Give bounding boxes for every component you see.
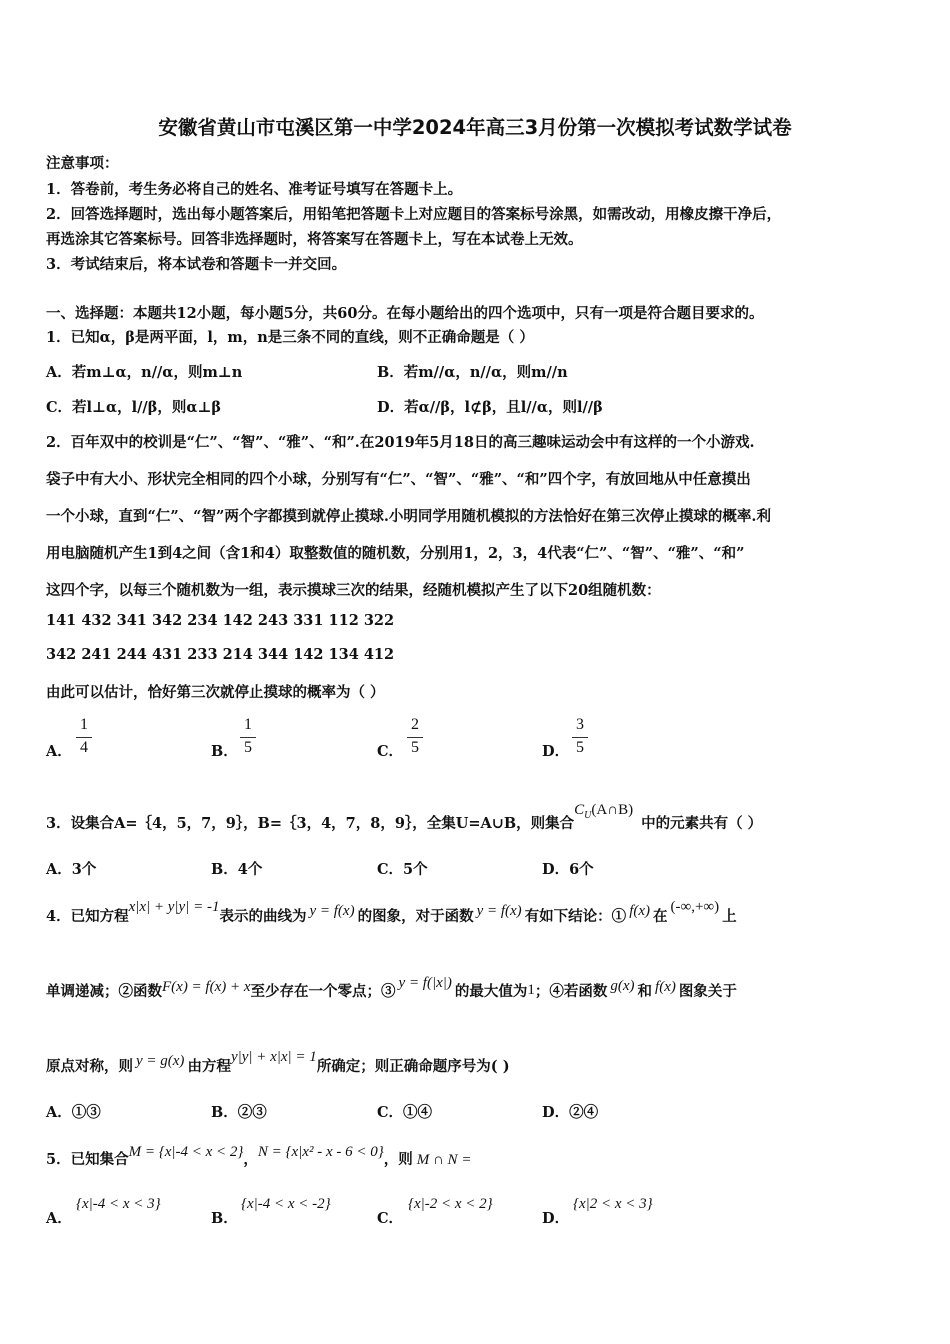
q4-text: 的最大值为 (454, 983, 528, 1000)
complement-subscript: U (584, 810, 592, 821)
question-2-ask: 由此可以估计，恰好第三次就停止摸球的概率为（ ） (46, 684, 385, 701)
q2-option-c-fraction (407, 716, 423, 759)
q3-option-a: A．3个 (46, 861, 97, 878)
q2-option-c-label: C． (377, 743, 404, 760)
q4-function: y = f(|x|) (398, 975, 452, 991)
numerator: 2 (411, 716, 419, 733)
question-2-line: 用电脑随机产生1到4之间（含1和4）取整数值的随机数，分别用1，2，3，4代表“仁”、“智”、“雅”、“和” (46, 545, 745, 562)
q2-option-b-label: B． (211, 743, 238, 760)
q4-text: 上 (722, 908, 737, 925)
notice-item: 2．回答选择题时，选出每小题答案后，用铅笔把答题卡上对应题目的答案标号涂黑，如需改动，用橡皮擦干净后， (46, 206, 782, 223)
q3-formula (574, 802, 634, 821)
numerator: 1 (244, 716, 252, 733)
q5-option-a-label: A． (46, 1210, 72, 1227)
q3-text-post: 中的元素共有（ ） (641, 815, 763, 832)
question-2-line: 一个小球，直到“仁”、“智”两个字都摸到就停止摸球.小明同学用随机模拟的方法恰好在第三次停止摸球的概率.利 (46, 508, 771, 525)
q1-option-a: A．若m⊥α，n//α，则m⊥n (46, 364, 243, 381)
q4-text: 和 (637, 983, 653, 1000)
q4-equation: y|y| + x|x| = 1 (230, 1049, 317, 1065)
section-heading: 一、选择题：本题共12小题，每小题5分，共60分。在每小题给出的四个选项中，只有一项是符合题目要求的。 (46, 305, 764, 322)
q5-option-d-label: D． (542, 1210, 570, 1227)
q5-option-b-set: {x|-4 < x < -2} (241, 1196, 331, 1212)
q4-option-c: C．①④ (377, 1104, 433, 1121)
q4-option-b: B．②③ (211, 1104, 267, 1121)
q5-option-b-label: B． (211, 1210, 238, 1227)
question-3-stem (46, 802, 763, 835)
question-2-line: 袋子中有大小、形状完全相同的四个小球，分别写有“仁”、“智”、“雅”、“和”四个字，有放回地从中任意摸出 (46, 471, 751, 488)
notice-item: 3．考试结束后，将本试卷和答题卡一并交回。 (46, 256, 347, 273)
q5-set-n: N = {x|x² - x - 6 < 0} (257, 1144, 384, 1160)
q4-text: 原点对称，则 (46, 1058, 133, 1075)
q2-option-a-label: A． (46, 743, 72, 760)
question-4-line-2 (46, 975, 737, 1001)
q2-option-d-fraction (572, 716, 588, 759)
q2-option-a-fraction (76, 716, 92, 759)
complement-argument: (A∩B) (591, 802, 634, 818)
q4-function: F(x) = f(x) + x (162, 979, 251, 995)
q4-function: g(x) (610, 978, 635, 994)
q4-option-d: D．②④ (542, 1104, 599, 1121)
q4-text: 在 (653, 908, 668, 925)
q5-text: ，则 (383, 1151, 413, 1168)
numerator: 3 (576, 716, 584, 733)
q5-option-a-set: {x|-4 < x < 3} (76, 1196, 161, 1212)
q2-option-b-fraction (240, 716, 256, 759)
notice-item: 1．答卷前，考生务必将自己的姓名、准考证号填写在答题卡上。 (46, 181, 463, 198)
q4-equation: x|x| + y|y| = -1 (128, 899, 220, 915)
q4-value: 1 (527, 982, 535, 998)
q4-function: y = f(x) (309, 903, 355, 919)
random-numbers-row: 342 241 244 431 233 214 344 142 134 412 (46, 646, 395, 663)
q1-option-d: D．若α//β，l⊄β，且l//α，则l//β (377, 399, 603, 416)
denominator: 4 (80, 739, 88, 756)
denominator: 5 (411, 739, 419, 756)
question-5-stem (46, 1144, 472, 1169)
q3-option-b: B．4个 (211, 861, 263, 878)
q5-option-c-label: C． (377, 1210, 404, 1227)
q4-text: 的图象，对于函数 (357, 908, 474, 925)
q4-text: 所确定；则正确命题序号为( ) (316, 1058, 510, 1075)
q4-text: 单调递减；②函数 (46, 983, 162, 1000)
question-2-line: 2．百年双中的校训是“仁”、“智”、“雅”、“和”.在2019年5月18日的高三趣味运动会中有这样的一个小游戏. (46, 434, 755, 451)
q4-function: y = g(x) (136, 1053, 185, 1069)
question-4-line-1 (46, 899, 737, 926)
numerator: 1 (80, 716, 88, 733)
q1-option-b: B．若m//α，n//α，则m//n (377, 364, 568, 381)
q5-text: 5．已知集合 (46, 1151, 129, 1168)
q4-text: 表示的曲线为 (219, 908, 307, 925)
q5-intersection: M ∩ N = (416, 1152, 472, 1168)
q3-option-d: D．6个 (542, 861, 594, 878)
q5-option-c-set: {x|-2 < x < 2} (408, 1196, 493, 1212)
q4-function: f(x) (629, 903, 651, 919)
q3-text-pre: 3．设集合A=｛4，5，7，9｝，B=｛3，4，7，8，9｝，全集U=A∪B，则集合 (46, 815, 575, 832)
question-2-line: 这四个字，以每三个随机数为一组，表示摸球三次的结果，经随机模拟产生了以下20组随机数： (46, 582, 661, 599)
q1-option-c: C．若l⊥α，l//β，则α⊥β (46, 399, 222, 416)
q4-text: ；④若函数 (534, 983, 608, 1000)
q4-text: 由方程 (187, 1058, 231, 1075)
q4-interval: (-∞,+∞) (670, 899, 720, 915)
q5-option-d-set: {x|2 < x < 3} (573, 1196, 653, 1212)
q3-option-c: C．5个 (377, 861, 428, 878)
q4-text: 图象关于 (678, 983, 737, 1000)
complement-symbol: C (574, 802, 585, 818)
q4-function: f(x) (655, 979, 676, 995)
page-title: 安徽省黄山市屯溪区第一中学2024年高三3月份第一次模拟考试数学试卷 (158, 116, 792, 139)
q4-function: y = f(x) (476, 903, 522, 919)
q2-option-d-label: D． (542, 743, 570, 760)
q4-text: 有如下结论：① (524, 908, 627, 925)
notice-heading: 注意事项： (46, 155, 119, 172)
question-1-stem: 1．已知α，β是两平面，l，m，n是三条不同的直线，则不正确命题是（ ） (46, 329, 534, 346)
q4-option-a: A．①③ (46, 1104, 101, 1121)
q4-text: 至少存在一个零点；③ (250, 983, 396, 1000)
random-numbers-row: 141 432 341 342 234 142 243 331 112 322 (46, 612, 395, 629)
question-4-line-3 (46, 1049, 510, 1076)
notice-item: 再选涂其它答案标号。回答非选择题时，将答案写在答题卡上，写在本试卷上无效。 (46, 231, 583, 248)
denominator: 5 (244, 739, 252, 756)
q5-set-m: M = {x|-4 < x < 2} (128, 1144, 244, 1160)
denominator: 5 (576, 739, 584, 756)
q4-text: 4．已知方程 (46, 908, 129, 925)
q5-text: ， (243, 1151, 258, 1168)
